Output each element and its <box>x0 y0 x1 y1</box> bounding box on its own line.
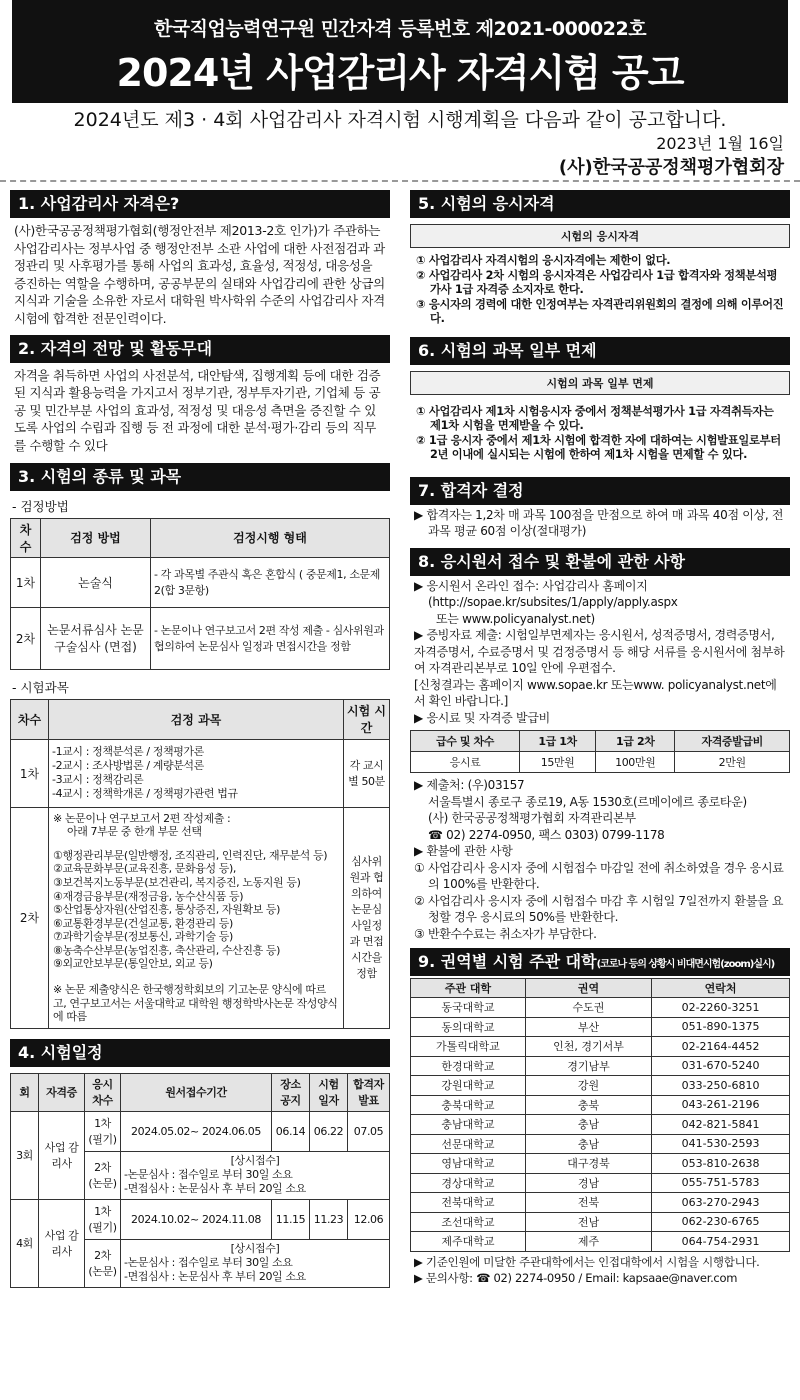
table-header: 검정 방법 <box>41 518 151 557</box>
subject-item: -4교시 : 정책학개론 / 정책평가관련 법규 <box>52 787 238 801</box>
section-9-heading <box>410 948 790 976</box>
table-row <box>411 1193 790 1213</box>
section-6-heading: 6. 시험의 과목 일부 면제 <box>410 337 790 365</box>
table-cell: 051-890-1375 <box>652 1017 790 1037</box>
organization-name: (사)한국공공정책평가협회장 <box>558 157 784 178</box>
table-header: 시험 시간 <box>344 699 390 739</box>
table-cell: 한경대학교 <box>411 1056 526 1076</box>
table-cell: 충남대학교 <box>411 1115 526 1135</box>
table-cell: 031-670-5240 <box>652 1056 790 1076</box>
section-1-text: (사)한국공공정책평가협회(행정안전부 제2013-2호 인가)가 주관하는 사업감리사는 정부사업 중 행정안전부 소관 사업에 대한 사전점검과 과정관리 및 사후평가를 통해 사업의 효과성, 효율성, 적정성, 대응성을 증진하는 역할을 수행하며, 공공부문의 실태와 사업감리에 관한 상급의 지식과 기술을 소유한 자로서 대학원 박사학위 수준의 사업감리사 자격시험에 합격한 전문인력이다. <box>14 223 385 326</box>
table-cell: 경상대학교 <box>411 1173 526 1193</box>
table-header: 권역 <box>525 979 651 998</box>
list-item: ② 사업감리사 2차 시험의 응시자격은 사업감리사 1급 합격자와 정책분석평가사 1급 자격증 소지자로 한다. <box>416 268 778 296</box>
table-cell: 043-261-2196 <box>652 1095 790 1115</box>
section-1-heading: 1. 사업감리사 자격은? <box>10 190 390 218</box>
table-cell: 충남 <box>525 1115 651 1135</box>
table-cell: 11.23 <box>310 1199 348 1239</box>
table-header: 검정시행 형태 <box>151 518 390 557</box>
contact-info: ▶ 문의사항: ☎ 02) 2274-0950 / Email: kapsaae@naver.com <box>414 1271 738 1285</box>
subject-list <box>49 739 344 807</box>
table-cell: 인천, 경기서부 <box>525 1037 651 1057</box>
table-cell: 2차 (논문) <box>85 1239 121 1287</box>
table-cell: 충남 <box>525 1134 651 1154</box>
table-cell: 경남 <box>525 1173 651 1193</box>
section-6-box-title: 시험의 과목 일부 면제 <box>410 371 790 395</box>
section-4-heading: 4. 시험일정 <box>10 1039 390 1067</box>
intro-text: 2024년도 제3 · 4회 사업감리사 자격시험 시행계획을 다음과 같이 공고합니다. <box>73 109 727 131</box>
table-cell: 02-2260-3251 <box>652 998 790 1018</box>
field-item: ⑥교통환경부문(건설교통, 환경관리 등) <box>53 916 233 930</box>
method-label: - 검정방법 <box>12 498 69 514</box>
subject-label: - 시험과목 <box>12 679 69 695</box>
address-line: (사) 한국공공정책평가협회 자격관리본부 <box>428 811 636 825</box>
table-cell: 2차 (논문) <box>85 1151 121 1199</box>
section-7-heading: 7. 합격자 결정 <box>410 477 790 505</box>
table-row <box>411 1095 790 1115</box>
university-table <box>410 978 790 1252</box>
round2-note: -면접심사 : 논문심사 후 부터 20일 소요 <box>124 1182 306 1196</box>
refund-label: ▶ 환불에 관한 사항 <box>414 844 513 858</box>
table-cell: 사업 감리사 <box>39 1111 85 1199</box>
table-cell: 수도권 <box>525 998 651 1018</box>
page-title: 2024년 사업감리사 자격시험 공고 <box>116 51 684 95</box>
table-row <box>411 1232 790 1252</box>
field-item: ⑨외교안보부문(통일안보, 외교 등) <box>53 957 213 971</box>
table-header: 자격증발급비 <box>675 731 790 752</box>
section-7-text: ▶ 합격자는 1,2차 매 과목 100점을 만점으로 하여 매 과목 40점 이상, 전 과목 평균 60점 이상(절대평가) <box>414 507 784 538</box>
table-cell: 가톨릭대학교 <box>411 1037 526 1057</box>
table-cell: 1차 (필기) <box>85 1199 121 1239</box>
subject-item: -3교시 : 정책감리론 <box>52 773 144 787</box>
table-cell: - 각 과목별 주관식 혹은 혼합식 ( 중문제1, 소문제2(합 3문항) <box>151 557 390 607</box>
table-cell: - 논문이나 연구보고서 2편 작성 제출 - 심사위원과 협의하여 논문심사 일정과 면접시간을 정함 <box>151 607 390 669</box>
announcement-date: 2023년 1월 16일 <box>656 134 784 153</box>
section-9-subtitle: (코로나 등의 상황시 비대면시험(zoom)실시) <box>596 959 775 970</box>
field-item: ②교육문화부문(교육진흥, 문화융성 등), <box>53 862 237 876</box>
table-cell: 12.06 <box>348 1199 390 1239</box>
table-header: 응시 차수 <box>85 1073 121 1111</box>
field-item: ⑦과학기술부문(정보통신, 과학기술 등) <box>53 930 233 944</box>
section-8-more <box>410 775 790 944</box>
contact-line: ☎ 02) 2274-0950, 팩스 0303) 0799-1178 <box>428 827 665 842</box>
list-item: ③ 응시자의 경력에 대한 인정여부는 자격관리위원회의 결정에 의해 이루어진다. <box>416 297 784 325</box>
footer-note: ▶ 기준인원에 미달한 주관대학에서는 인접대학에서 시험을 시행합니다. <box>414 1254 760 1269</box>
apply-url[interactable]: (http://sopae.kr/subsites/1/apply/apply.aspx <box>428 595 678 609</box>
field-item: ①행정관리부문(일반행정, 조직관리, 인력진단, 재무분석 등) <box>53 848 328 862</box>
refund-item: ① 사업감리사 응시자 중에 시험접수 마감일 전에 취소하였을 경우 응시료의 100%를 반환한다. <box>414 860 784 891</box>
note: ※ 논문이나 연구보고서 2편 작성제출 : <box>53 811 231 825</box>
round2-note: -면접심사 : 논문심사 후 부터 20일 소요 <box>124 1270 306 1284</box>
field-list <box>49 807 344 1028</box>
list-item: ① 사업감리사 제1차 시험응시자 중에서 정책분석평가사 1급 자격취득자는 제1차 시험을 면제받을 수 있다. <box>416 404 774 432</box>
table-cell: 경기남부 <box>525 1056 651 1076</box>
table-header: 연락처 <box>652 979 790 998</box>
table-cell: 2024.05.02~ 2024.06.05 <box>121 1111 272 1151</box>
table-cell: 강원 <box>525 1076 651 1096</box>
section-8-heading: 8. 응시원서 접수 및 환불에 관한 사항 <box>410 548 790 576</box>
table-cell: 100만원 <box>596 752 675 773</box>
table-row <box>411 1017 790 1037</box>
field-item: ③보건복지노동부문(보건관리, 복지증진, 노동지원 등) <box>53 875 301 889</box>
table-cell: 논술식 <box>41 557 151 607</box>
table-cell <box>121 1151 390 1199</box>
table-cell: 064-754-2931 <box>652 1232 790 1252</box>
table-row <box>411 1037 790 1057</box>
table-cell: 02-2164-4452 <box>652 1037 790 1057</box>
table-cell: 논문서류심사 논문구술심사 (면접) <box>41 607 151 669</box>
table-cell: 041-530-2593 <box>652 1134 790 1154</box>
table-cell: 4회 <box>11 1199 39 1287</box>
table-cell: 충북대학교 <box>411 1095 526 1115</box>
section-5-heading: 5. 시험의 응시자격 <box>410 190 790 218</box>
round2-note: [상시접수] <box>230 1242 280 1256</box>
subject-item: -2교시 : 조사방법론 / 계량분석론 <box>52 759 204 773</box>
table-cell: 2만원 <box>675 752 790 773</box>
table-cell: 053-810-2638 <box>652 1154 790 1174</box>
subject-table <box>10 699 390 1029</box>
section-3-heading: 3. 시험의 종류 및 과목 <box>10 463 390 491</box>
table-cell: 11.15 <box>272 1199 310 1239</box>
table-cell: 07.05 <box>348 1111 390 1151</box>
table-header: 1급 2차 <box>596 731 675 752</box>
divider <box>0 180 800 182</box>
address-label: ▶ 제출처: (우)03157 <box>414 778 525 792</box>
table-cell: 06.22 <box>310 1111 348 1151</box>
table-header: 합격자 발표 <box>348 1073 390 1111</box>
table-cell <box>121 1239 390 1287</box>
table-header: 검정 과목 <box>49 699 344 739</box>
list-item: ② 1급 응시자 중에서 제1차 시험에 합격한 자에 대하여는 시험발표일로부터 2년 이내에 실시되는 시험에 한하여 제1차 시험을 면제할 수 있다. <box>416 433 781 461</box>
section-2-heading: 2. 자격의 전망 및 활동무대 <box>10 335 390 363</box>
round2-note: -논문심사 : 접수일로 부터 30일 소요 <box>124 1256 293 1270</box>
table-row <box>411 1173 790 1193</box>
subject-item: -1교시 : 정책분석론 / 정책평가론 <box>52 745 204 759</box>
table-cell: 사업 감리사 <box>39 1199 85 1287</box>
table-row <box>411 1212 790 1232</box>
field-item: ⑧농축수산부문(농업진흥, 축산관리, 수산진흥 등) <box>53 943 281 957</box>
table-cell: 2차 <box>11 607 41 669</box>
table-row <box>411 1056 790 1076</box>
table-cell: 강원대학교 <box>411 1076 526 1096</box>
field-item: ④재경금융부문(재정금융, 농수산식품 등) <box>53 889 244 903</box>
online-apply: ▶ 응시원서 온라인 접수: 사업감리사 홈페이지 <box>414 578 648 593</box>
table-header: 장소 공지 <box>272 1073 310 1111</box>
table-cell: 1차 (필기) <box>85 1111 121 1151</box>
table-cell: 1차 <box>11 557 41 607</box>
table-cell: 대구경북 <box>525 1154 651 1174</box>
table-cell: 영남대학교 <box>411 1154 526 1174</box>
refund-item: ② 사업감리사 응시자 중에 시험접수 마감 후 시험일 7일전까지 환불을 요청할 경우 응시료의 50%를 반환한다. <box>414 893 784 924</box>
table-cell: 2024.10.02~ 2024.11.08 <box>121 1199 272 1239</box>
table-header: 차수 <box>11 518 41 557</box>
table-header: 급수 및 차수 <box>411 731 520 752</box>
table-header: 주관 대학 <box>411 979 526 998</box>
table-cell: 심사위원과 협의하여 논문심사일정과 면접 시간을 정함 <box>344 807 390 1028</box>
table-cell: 055-751-5783 <box>652 1173 790 1193</box>
address-line: 서울특별시 종로구 종로19, A동 1530호(르메이에르 종로타운) <box>428 794 747 809</box>
table-cell: 각 교시 별 50분 <box>344 739 390 807</box>
table-cell: 062-230-6765 <box>652 1212 790 1232</box>
table-cell: 1차 <box>11 739 49 807</box>
table-cell: 제주 <box>525 1232 651 1252</box>
table-row <box>411 1134 790 1154</box>
section-5-box-title: 시험의 응시자격 <box>410 224 790 248</box>
table-cell: 전남 <box>525 1212 651 1232</box>
table-cell: 조선대학교 <box>411 1212 526 1232</box>
right-column <box>410 190 790 1289</box>
table-cell: 제주대학교 <box>411 1232 526 1252</box>
note: ※ 논문 제출양식은 한국행정학회보의 기고논문 양식에 따르고, 연구보고서는 서울대학교 대학원 행정학박사논문 작성양식에 따름 <box>53 983 338 1024</box>
table-cell: 06.14 <box>272 1111 310 1151</box>
table-row <box>411 1076 790 1096</box>
table-header: 회 <box>11 1073 39 1111</box>
table-cell: 15만원 <box>520 752 596 773</box>
field-item: ⑤산업통상자원(산업진흥, 통상증진, 자원확보 등) <box>53 903 281 917</box>
table-row <box>411 1154 790 1174</box>
table-header: 차수 <box>11 699 49 739</box>
table-row <box>411 1115 790 1135</box>
section-2-text: 자격을 취득하면 사업의 사전분석, 대안탐색, 집행계획 등에 대한 검증된 지식과 활용능력을 가지고서 정부기관, 정부투자기관, 기업체 등 공공 및 민간부분 사업의 효과성, 적정성 및 대응성 측면을 증진할 수 있도록 사업의 수립과 집행 등 전 과정에 대한 분석·평가·감리 등의 직무를 수행할 수 있다 <box>14 367 381 453</box>
apply-url-alt[interactable]: 또는 www.policyanalyst.net) <box>436 611 595 626</box>
table-cell: 063-270-2943 <box>652 1193 790 1213</box>
table-cell: 동의대학교 <box>411 1017 526 1037</box>
documents-info: ▶ 증빙자료 제출: 시험일부면제자는 응시원서, 성적증명서, 경력증명서, 자격증명서, 수료증명서 및 검정증명서 등 해당 서류를 응시원서에 첨부하여 자격관리본부로 10일 안에 우편접수. <box>414 628 785 675</box>
section-8-content <box>410 576 790 729</box>
table-header: 시험 일자 <box>310 1073 348 1111</box>
table-cell: 동국대학교 <box>411 998 526 1018</box>
table-cell: 042-821-5841 <box>652 1115 790 1135</box>
list-item: ① 사업감리사 자격시험의 응시자격에는 제한이 없다. <box>416 254 671 267</box>
table-cell: 응시료 <box>411 752 520 773</box>
table-cell: 033-250-6810 <box>652 1076 790 1096</box>
table-cell: 2차 <box>11 807 49 1028</box>
fee-label: ▶ 응시료 및 자격증 발급비 <box>414 710 550 725</box>
left-column <box>10 190 390 1288</box>
table-cell: 3회 <box>11 1111 39 1199</box>
round2-note: -논문심사 : 접수일로 부터 30일 소요 <box>124 1168 293 1182</box>
schedule-table <box>10 1073 390 1288</box>
result-check-info: [신청결과는 홈페이지 www.sopae.kr 또는www. policyanalyst.net에서 확인 바랍니다.] <box>414 677 777 708</box>
section-5-list <box>410 252 790 329</box>
section-9-title: 9. 권역별 시험 주관 대학 <box>418 952 597 971</box>
section-9-footer <box>410 1252 790 1289</box>
header-banner <box>12 0 788 103</box>
table-cell: 부산 <box>525 1017 651 1037</box>
table-header: 1급 1차 <box>520 731 596 752</box>
method-table <box>10 518 390 670</box>
table-cell: 전북대학교 <box>411 1193 526 1213</box>
table-header: 원서접수기간 <box>121 1073 272 1111</box>
refund-item: ③ 반환수수료는 취소자가 부담한다. <box>414 926 597 941</box>
table-cell: 전북 <box>525 1193 651 1213</box>
fee-table <box>410 730 790 773</box>
note: 아래 7부문 중 한개 부문 선택 <box>67 825 202 839</box>
section-6-list <box>410 403 790 465</box>
table-cell: 선문대학교 <box>411 1134 526 1154</box>
table-row <box>411 998 790 1018</box>
round2-note: [상시접수] <box>230 1154 280 1168</box>
table-cell: 충북 <box>525 1095 651 1115</box>
registration-number: 한국직업능력연구원 민간자격 등록번호 제2021-000022호 <box>153 18 647 40</box>
table-header: 자격증 <box>39 1073 85 1111</box>
